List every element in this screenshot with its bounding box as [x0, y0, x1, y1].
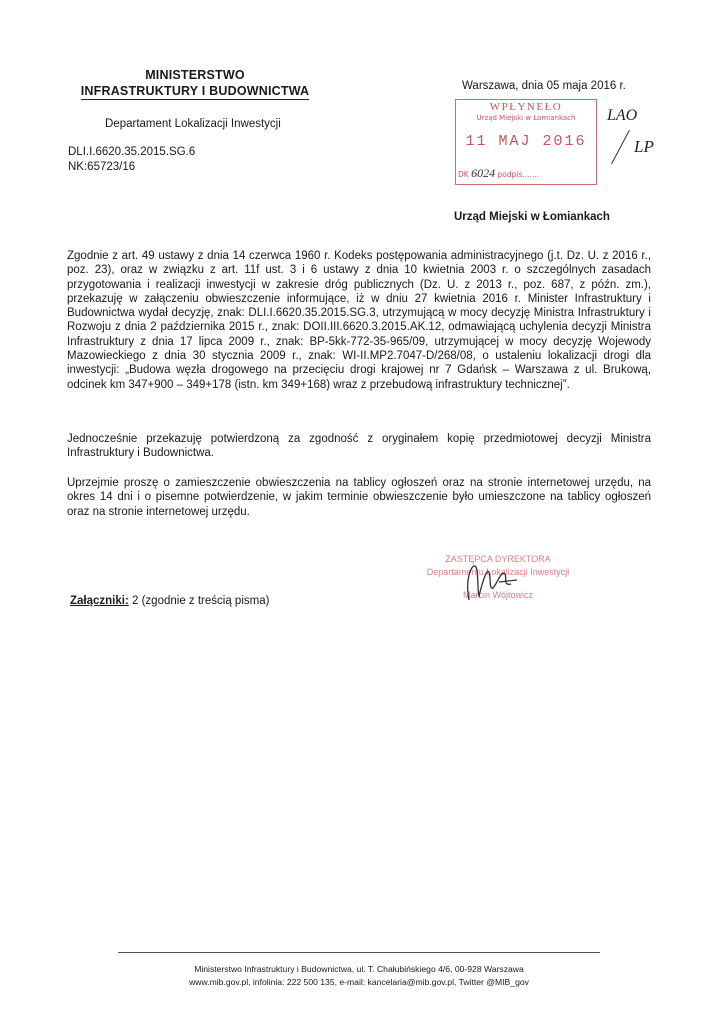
reference-number: DLI.I.6620.35.2015.SG.6 — [68, 146, 196, 158]
handwritten-note-lp: LP — [634, 137, 654, 156]
signature-title: ZASTĘPCA DYREKTORA — [445, 554, 551, 564]
received-stamp — [455, 99, 597, 185]
nk-number: NK:65723/16 — [68, 161, 136, 173]
stamp-title: WPŁYNEŁO — [489, 101, 563, 113]
recipient: Urząd Miejski w Łomiankach — [454, 211, 610, 223]
ministry-header — [60, 68, 330, 100]
footer-address: Ministerstwo Infrastruktury i Budownictwa, ul. T. Chałubińskiego 4/6, 00-928 Warszawa — [194, 964, 524, 974]
signature-department: Departamentu Lokalizacji Inwestycji — [426, 567, 570, 577]
footer-divider — [118, 952, 600, 953]
attachments-line — [70, 595, 269, 607]
stamp-office: Urząd Miejski w Łomiankach — [476, 114, 576, 122]
letter-date: Warszawa, dnia 05 maja 2016 r. — [462, 80, 626, 92]
attachments-text: 2 (zgodnie z treścią pisma) — [128, 595, 270, 607]
handwritten-signature — [455, 560, 525, 605]
stamp-number: 6024 — [471, 166, 496, 180]
stamp-dk-label: DK — [458, 170, 469, 179]
handwritten-note-lao: LAO — [607, 107, 638, 124]
department-name: Departament Lokalizacji Inwestycji — [105, 118, 281, 130]
ministry-name-line2: INFRASTRUKTURY I BUDOWNICTWA — [80, 84, 310, 98]
signature-name: Marcin Wójtowicz — [462, 590, 533, 600]
stamp-date: 11 MAJ 2016 — [465, 133, 587, 150]
reference-block — [68, 145, 195, 175]
stamp-registration: DK 6024 podpis....... — [458, 166, 540, 180]
attachments-label: Załączniki: — [70, 595, 129, 607]
footer-contact: www.mib.gov.pl, infolinia: 222 500 135, e-mail: kancelaria@mib.gov.pl, Twitter @MIB_gov — [189, 977, 529, 987]
handwritten-slash — [611, 130, 630, 164]
body-paragraph-2: Jednocześnie przekazuję potwierdzoną za zgodność z oryginałem kopię przedmiotowej decyzji Ministra Infrastruktury i Budownictwa. — [67, 433, 651, 460]
stamp-podpis-label: podpis — [497, 170, 523, 179]
body-paragraph-1: Zgodnie z art. 49 ustawy z dnia 14 czerwca 1960 r. Kodeks postępowania administracyjnego (j.t. Dz. U. z 2016 r., poz. 23), oraz w związku z art. 11f ust. 3 i 6 ustawy z dnia 10 kwietnia 2003 r. o szczególnych zasadach przygotowania i realizacji inwestycji w zakresie dróg publicznych (Dz. U. z 2013 r., poz. 687, z późn. zm.), przekazuję w załączeniu obwieszczenie informujące, iż w dniu 27 kwietnia 2016 r. Minister Infrastruktury i Budownictwa wydał decyzję, znak: DLI.I.6620.35.2015.SG.3, utrzymującą w mocy decyzję Ministra Infrastruktury i Rozwoju z dnia 2 października 2015 r., znak: DOII.III.6620.3.2015.AK.12, odmawiającą uchylenia decyzji Ministra Infrastruktury z dnia 17 lipca 2009 r., znak: BP-5kk-772-35-965/09, utrzymującej w mocy decyzję Wojewody Mazowieckiego z dnia 30 stycznia 2009 r., znak: WI-II.MP2.7047-D/268/08, o ustaleniu lokalizacji drogi dla inwestycji: „Budowa węzła drogowego na przecięciu drogi krajowej nr 7 Gdańsk – Warszawa z ul. Brukową, odcinek km 347+900 – 349+178 (istn. km 349+168) wraz z przebudową infrastruktury technicznej”. — [67, 250, 651, 391]
body-paragraph-3: Uprzejmie proszę o zamieszczenie obwieszczenia na tablicy ogłoszeń oraz na stronie internetowej urzędu, na okres 14 dni i o pisemne potwierdzenie, w jakim terminie obwieszczenie było umieszczone na tablicy ogłoszeń oraz na stronie internetowej urzędu. — [67, 477, 651, 518]
ministry-name-line1: MINISTERSTWO — [145, 68, 245, 82]
